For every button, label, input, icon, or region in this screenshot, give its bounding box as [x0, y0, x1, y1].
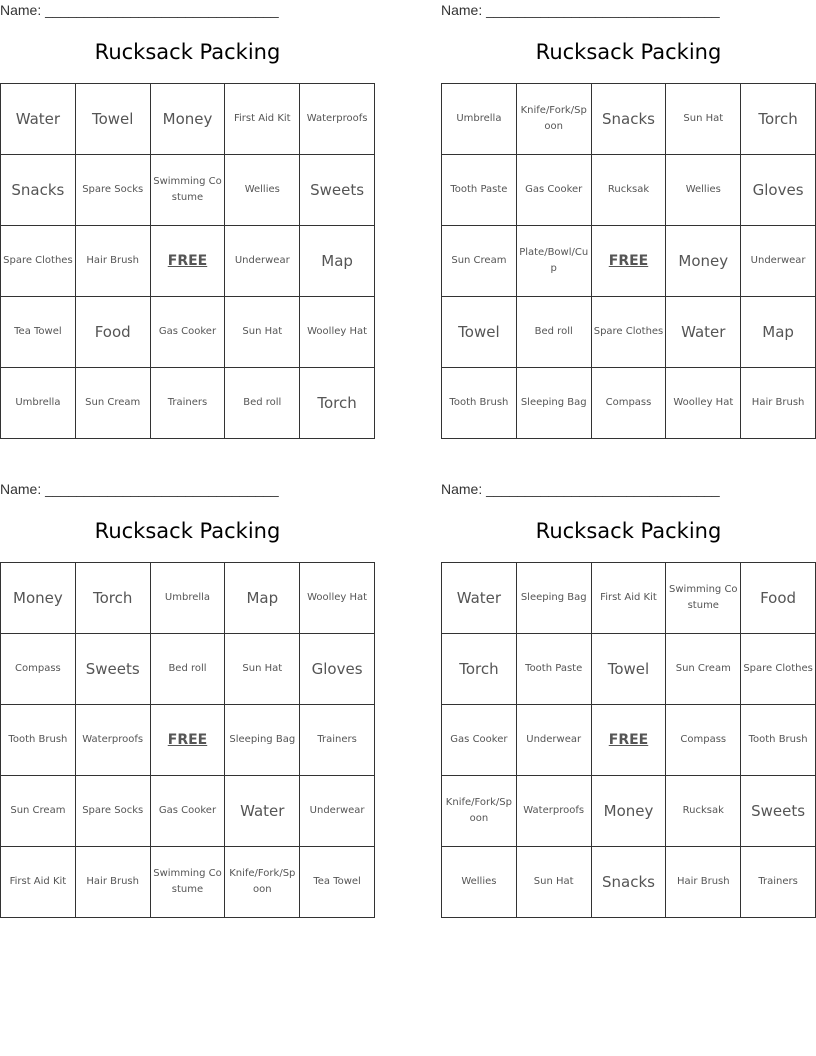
bingo-square[interactable]: Underwear [516, 705, 591, 776]
name-field[interactable]: Name: ______________________________ [0, 481, 279, 497]
bingo-square[interactable]: Tooth Brush [442, 368, 517, 439]
bingo-row [1, 776, 375, 847]
bingo-square[interactable]: Hair Brush [75, 226, 150, 297]
bingo-row [1, 84, 375, 155]
bingo-square[interactable]: Compass [1, 634, 76, 705]
bingo-square[interactable]: Hair Brush [75, 847, 150, 918]
bingo-square[interactable]: Torch [741, 84, 816, 155]
bingo-row [1, 297, 375, 368]
bingo-square[interactable]: Plate/Bowl/Cup [516, 226, 591, 297]
bingo-square[interactable]: Towel [75, 84, 150, 155]
bingo-row [1, 563, 375, 634]
bingo-card-3 [0, 479, 375, 914]
bingo-square[interactable]: Towel [442, 297, 517, 368]
bingo-card-2 [441, 0, 816, 435]
bingo-square[interactable]: Map [741, 297, 816, 368]
bingo-square[interactable]: First Aid Kit [225, 84, 300, 155]
bingo-square[interactable]: Sleeping Bag [516, 368, 591, 439]
bingo-square[interactable]: First Aid Kit [1, 847, 76, 918]
bingo-square[interactable]: Knife/Fork/Spoon [225, 847, 300, 918]
bingo-square[interactable]: Map [225, 563, 300, 634]
bingo-square[interactable]: Knife/Fork/Spoon [516, 84, 591, 155]
bingo-square[interactable]: Sweets [741, 776, 816, 847]
bingo-square[interactable]: Woolley Hat [300, 297, 375, 368]
bingo-row [442, 226, 816, 297]
bingo-square[interactable]: Gas Cooker [150, 776, 225, 847]
bingo-square[interactable]: Sun Hat [225, 297, 300, 368]
bingo-row [442, 634, 816, 705]
bingo-square[interactable]: Spare Clothes [1, 226, 76, 297]
bingo-square[interactable]: Waterproofs [300, 84, 375, 155]
bingo-square[interactable]: Bed roll [150, 634, 225, 705]
bingo-row [1, 847, 375, 918]
bingo-square[interactable]: Trainers [150, 368, 225, 439]
bingo-square[interactable]: Compass [591, 368, 666, 439]
bingo-square[interactable]: Money [150, 84, 225, 155]
bingo-square[interactable]: Hair Brush [666, 847, 741, 918]
bingo-square[interactable]: Sun Hat [516, 847, 591, 918]
bingo-square[interactable]: Tooth Paste [442, 155, 517, 226]
bingo-square[interactable]: Money [666, 226, 741, 297]
bingo-square[interactable]: Woolley Hat [666, 368, 741, 439]
bingo-row [442, 847, 816, 918]
bingo-square[interactable]: Compass [666, 705, 741, 776]
bingo-square[interactable]: Underwear [741, 226, 816, 297]
bingo-square[interactable]: Umbrella [1, 368, 76, 439]
bingo-grid [441, 562, 816, 918]
bingo-square[interactable]: Underwear [225, 226, 300, 297]
bingo-square[interactable]: Tooth Brush [1, 705, 76, 776]
bingo-square[interactable]: Gas Cooker [442, 705, 517, 776]
bingo-square[interactable]: Waterproofs [75, 705, 150, 776]
bingo-row [442, 563, 816, 634]
bingo-square[interactable]: Sun Cream [666, 634, 741, 705]
bingo-square[interactable]: Sun Hat [225, 634, 300, 705]
free-square[interactable]: FREE [150, 705, 225, 776]
bingo-square[interactable]: Torch [442, 634, 517, 705]
name-field[interactable]: Name: ______________________________ [441, 2, 720, 18]
card-title: Rucksack Packing [94, 519, 281, 543]
bingo-row [1, 226, 375, 297]
free-square[interactable]: FREE [150, 226, 225, 297]
bingo-square[interactable]: Sun Cream [1, 776, 76, 847]
bingo-square[interactable]: Rucksak [591, 155, 666, 226]
bingo-square[interactable]: Knife/Fork/Spoon [442, 776, 517, 847]
bingo-square[interactable]: Gas Cooker [150, 297, 225, 368]
bingo-square[interactable]: Sun Hat [666, 84, 741, 155]
bingo-square[interactable]: Water [225, 776, 300, 847]
bingo-square[interactable]: Wellies [666, 155, 741, 226]
bingo-square[interactable]: Water [666, 297, 741, 368]
bingo-square[interactable]: Sun Cream [442, 226, 517, 297]
bingo-square[interactable]: Tea Towel [1, 297, 76, 368]
bingo-square[interactable]: Sun Cream [75, 368, 150, 439]
bingo-square[interactable]: Gloves [300, 634, 375, 705]
bingo-grid [0, 562, 375, 918]
bingo-square[interactable]: First Aid Kit [591, 563, 666, 634]
bingo-card-4 [441, 479, 816, 914]
bingo-row [442, 776, 816, 847]
card-title: Rucksack Packing [94, 40, 281, 64]
bingo-square[interactable]: Trainers [300, 705, 375, 776]
card-title: Rucksack Packing [535, 40, 722, 64]
bingo-square[interactable]: Snacks [591, 84, 666, 155]
bingo-square[interactable]: Gas Cooker [516, 155, 591, 226]
bingo-square[interactable]: Tooth Paste [516, 634, 591, 705]
bingo-square[interactable]: Torch [300, 368, 375, 439]
bingo-row [1, 634, 375, 705]
bingo-square[interactable]: Map [300, 226, 375, 297]
bingo-square[interactable]: Spare Clothes [741, 634, 816, 705]
bingo-square[interactable]: Swimming Costume [150, 847, 225, 918]
bingo-square[interactable]: Tooth Brush [741, 705, 816, 776]
bingo-square[interactable]: Swimming Costume [666, 563, 741, 634]
bingo-square[interactable]: Snacks [1, 155, 76, 226]
card-title: Rucksack Packing [535, 519, 722, 543]
bingo-card-1 [0, 0, 375, 435]
bingo-row [1, 155, 375, 226]
bingo-grid [0, 83, 375, 439]
bingo-square[interactable]: Umbrella [442, 84, 517, 155]
bingo-square[interactable]: Money [591, 776, 666, 847]
bingo-square[interactable]: Snacks [591, 847, 666, 918]
bingo-square[interactable]: Sleeping Bag [516, 563, 591, 634]
bingo-square[interactable]: Money [1, 563, 76, 634]
bingo-square[interactable]: Underwear [300, 776, 375, 847]
bingo-square[interactable]: Trainers [741, 847, 816, 918]
bingo-square[interactable]: Rucksak [666, 776, 741, 847]
bingo-row [442, 155, 816, 226]
bingo-square[interactable]: Sleeping Bag [225, 705, 300, 776]
bingo-square[interactable]: Food [75, 297, 150, 368]
bingo-row [1, 705, 375, 776]
bingo-square[interactable]: Woolley Hat [300, 563, 375, 634]
free-square[interactable]: FREE [591, 705, 666, 776]
bingo-square[interactable]: Swimming Costume [150, 155, 225, 226]
bingo-square[interactable]: Bed roll [516, 297, 591, 368]
free-square[interactable]: FREE [591, 226, 666, 297]
bingo-square[interactable]: Spare Socks [75, 776, 150, 847]
bingo-square[interactable]: Water [442, 563, 517, 634]
name-field[interactable]: Name: ______________________________ [441, 481, 720, 497]
bingo-square[interactable]: Food [741, 563, 816, 634]
bingo-square[interactable]: Wellies [225, 155, 300, 226]
bingo-square[interactable]: Gloves [741, 155, 816, 226]
bingo-square[interactable]: Sweets [300, 155, 375, 226]
bingo-square[interactable]: Torch [75, 563, 150, 634]
bingo-row [442, 84, 816, 155]
bingo-square[interactable]: Hair Brush [741, 368, 816, 439]
bingo-row [442, 368, 816, 439]
bingo-square[interactable]: Towel [591, 634, 666, 705]
bingo-row [1, 368, 375, 439]
bingo-square[interactable]: Tea Towel [300, 847, 375, 918]
bingo-square[interactable]: Waterproofs [516, 776, 591, 847]
bingo-square[interactable]: Umbrella [150, 563, 225, 634]
name-field[interactable]: Name: ______________________________ [0, 2, 279, 18]
bingo-square[interactable]: Spare Clothes [591, 297, 666, 368]
bingo-row [442, 705, 816, 776]
bingo-grid [441, 83, 816, 439]
bingo-square[interactable]: Sweets [75, 634, 150, 705]
bingo-square[interactable]: Wellies [442, 847, 517, 918]
bingo-row [442, 297, 816, 368]
bingo-square[interactable]: Bed roll [225, 368, 300, 439]
bingo-square[interactable]: Water [1, 84, 76, 155]
bingo-square[interactable]: Spare Socks [75, 155, 150, 226]
